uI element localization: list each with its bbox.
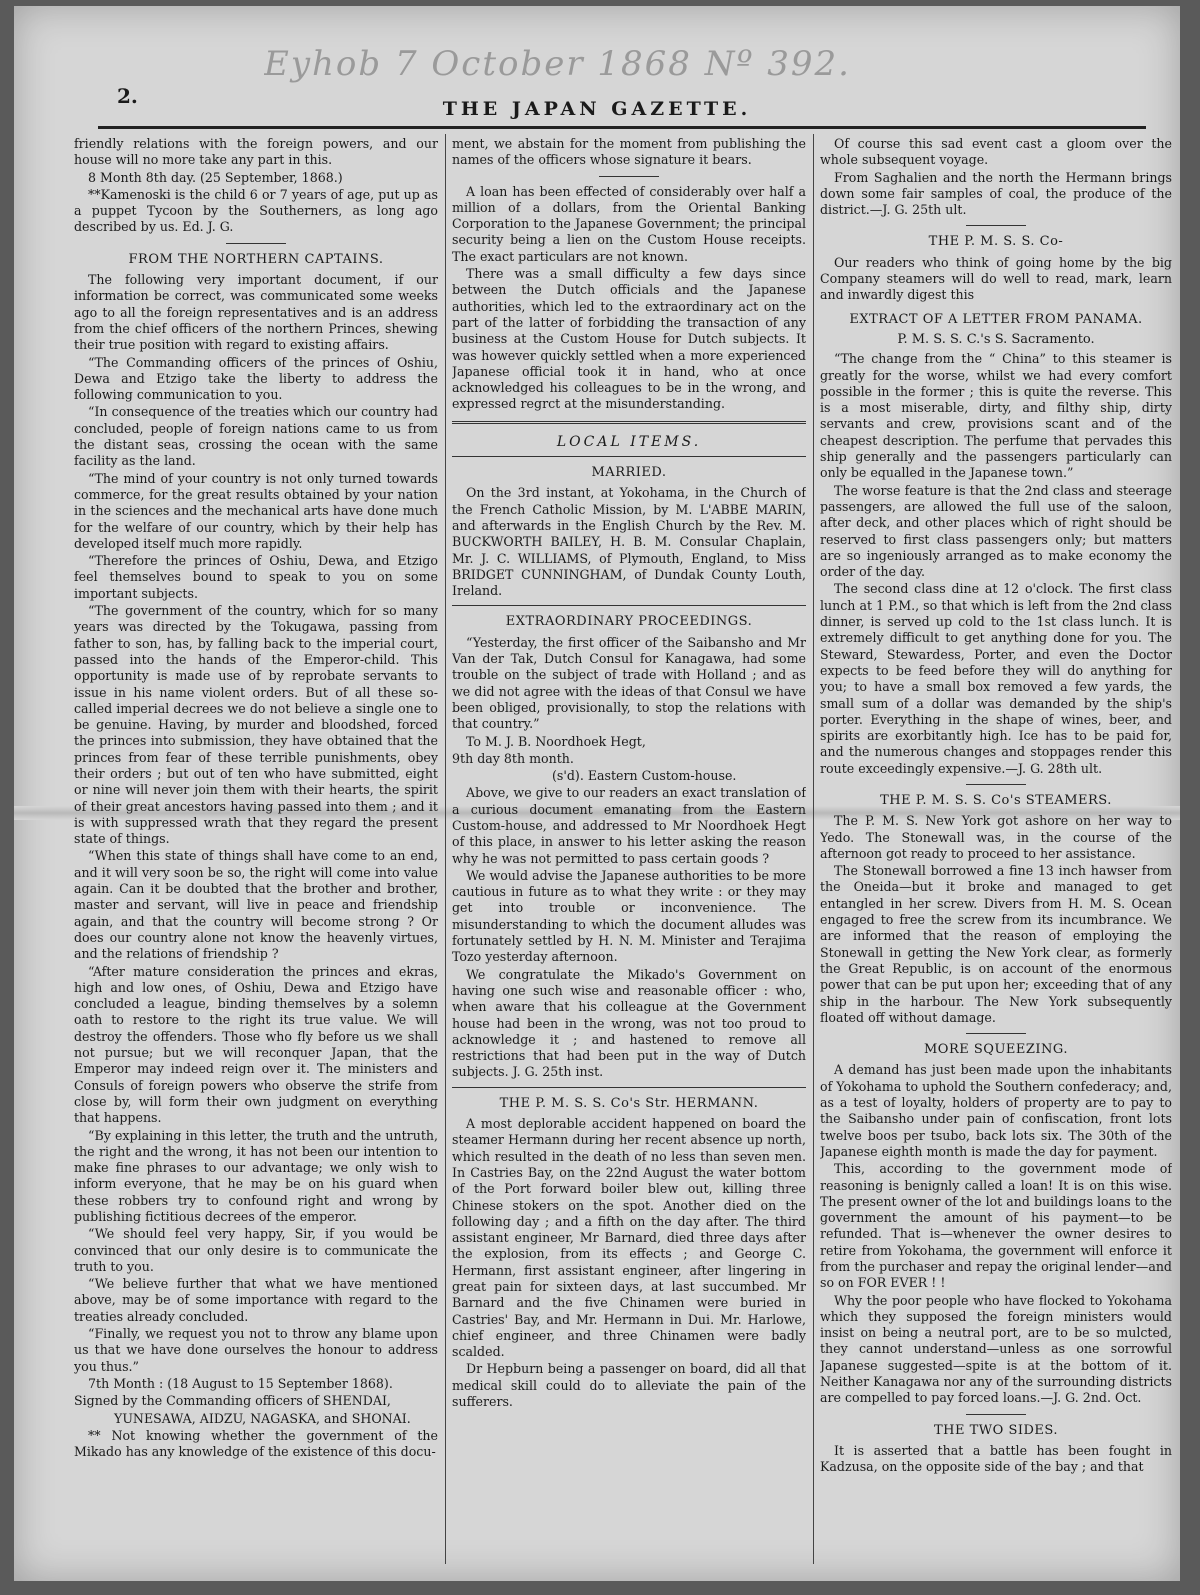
headline-pmss-co: THE P. M. S. S. Co- — [928, 234, 1064, 250]
paragraph: A demand has just been made upon the inhabitants of Yokohama to uphold the Southern confederacy; and, as a test of loyalty, holders of property are to pay to the Saibansho under pain of confiscation, front lots twelve boos per tsubo, back lots six. The 30th of the Japanese eighth month is made the day for payment. — [820, 1062, 1172, 1159]
paragraph: A most deplorable accident happened on board the steamer Hermann during her recent absence up north, which resulted in the death of no less than seven men. In Castries Bay, on the 22nd August the water bottom of the Port forward boiler blew out, killing three Chinese stokers on the spot. Another died on the following day ; and a fifth on the day after. The third assistant engineer, Mr Barnard, died three days after the explosion, from its effects ; and George C. Hermann, first assistant engineer, after lingering in great pain for sixteen days, at last succumbed. Mr Barnard and the five Chinamen were buried in Castries' Bay, and Mr. Hermann in Dui. Mr. Harlowe, chief engineer, and three Chinamen were badly scalded. — [452, 1116, 806, 1360]
address-line: To M. J. B. Noordhoek Hegt, — [466, 733, 646, 749]
paragraph: Of course this sad event cast a gloom over the whole subsequent voyage. — [820, 136, 1172, 168]
paragraph: The second class dine at 12 o'clock. The first class lunch at 1 P.M., so that which is left from the 2nd class dinner, is served up cold to the 1st class lunch. It is extremely difficult to get anything done for you. The Steward, Stewardess, Porter, and even the Doctor expects to be feed before they will do anything for you; to have a small box removed a few yards, the small sum of a dollar was demanded by the ship's porter. Everything in the shape of wines, beer, and spirits are exorbitantly high. Ice has to be paid for, and the numerous changes and stoppages render this route exceedingly expensive.—J. G. 28th ult. — [820, 581, 1172, 776]
paragraph: We would advise the Japanese authorities to be more cautious in future as to what they write : or they may get into trouble or inconvenience. The misunderstanding to which the document alludes was fortunately settled by H. N. M. Minister and Terajima Tozo yesterday afternoon. — [452, 867, 806, 965]
address-line: 9th day 8th month. — [452, 750, 574, 766]
section-rule — [599, 176, 659, 177]
subheadline-sacramento: P. M. S. S. C.'s S. Sacramento. — [897, 331, 1095, 347]
section-rule — [452, 456, 806, 457]
signature-line: (s'd). Eastern Custom-house. — [552, 768, 737, 784]
handwritten-annotation: Eyhob 7 October 1868 Nº 392. — [264, 44, 851, 84]
headline-pmss-steamers: THE P. M. S. S. Co's STEAMERS. — [880, 792, 1112, 808]
paragraph: “We believe further that what we have mentioned above, may be of some importance with regard to the treaties already concluded. — [74, 1276, 438, 1324]
section-rule — [452, 1087, 806, 1088]
section-rule — [966, 1033, 1026, 1034]
paragraph: 8 Month 8th day. (25 September, 1868.) — [88, 169, 343, 185]
headline-extract-panama: EXTRACT OF A LETTER FROM PANAMA. — [849, 311, 1143, 327]
paragraph: On the 3rd instant, at Yokohama, in the Church of the French Catholic Mission, by M. L'ABBE MARIN, and afterwards in the English Church by the Rev. M. BUCKWORTH BAILEY, H. B. M. Consular Chaplain, Mr. J. C. WILLIAMS, of Plymouth, England, to Miss BRIDGET CUNNINGHAM, of Dundak County Louth, Ireland. — [452, 485, 806, 599]
paragraph: “After mature consideration the princes and ekras, high and low ones, of Oshiu, Dewa and Etzigo have concluded a league, binding themselves by a solemn oath to restore to the right its true value. We will destroy the offenders. Those who fly before us we shall not pursue; but we will reconquer Japan, that the Emperor may indeed reign over it. The ministers and Consuls of foreign powers who observe the strife from close by, will form their own judgment on everything that happens. — [74, 963, 438, 1126]
paragraph: “The change from the “ China” to this steamer is greatly for the worse, whilst we had every comfort possible in the former ; this is quite the reverse. This is a most miserable, dirty, and filthy ship, dirty servants and crew, provisions scant and of the cheapest description. The perfume that pervades this ship generally and the passengers particularly can only be equalled in the Japanese town.” — [820, 351, 1172, 481]
section-rule — [966, 1414, 1026, 1415]
paragraph: There was a small difficulty a few days since between the Dutch officials and the Japanese authorities, which led to the extraordinary act on the part of the latter of forbidding the transaction of any business at the Custom House for Dutch subjects. It was however quickly settled when a more experienced Japanese official took it in hand, who at once acknowledged his colleagues to be in the wrong, and expressed regrct at the misunderstanding. — [452, 266, 806, 412]
paragraph: ment, we abstain for the moment from publishing the names of the officers whose signature it bears. — [452, 136, 806, 168]
column-divider-2 — [813, 134, 814, 1564]
paragraph: The P. M. S. New York got ashore on her way to Yedo. The Stonewall was, in the course of the afternoon got ready to proceed to her assistance. — [820, 813, 1172, 861]
page-number: 2. — [117, 84, 138, 108]
paragraph: The following very important document, if our information be correct, was communicated some weeks ago to all the foreign representatives and is an address from the chief officers of the northern Princes, shewing their true position with regard to existing affairs. — [74, 272, 438, 353]
newspaper-page — [14, 6, 1180, 1581]
masthead-title: THE JAPAN GAZETTE. — [442, 98, 752, 120]
paragraph: Dr Hepburn being a passenger on board, did all that medical skill could do to alleviate the pain of the sufferers. — [452, 1361, 806, 1410]
paragraph: A loan has been effected of considerably over half a million of a dollars, from the Oriental Banking Corporation to the Japanese Government; the principal security being a lien on the Custom House receipts. The exact particulars are not known. — [452, 183, 806, 264]
paragraph: The worse feature is that the 2nd class and steerage passengers, are allowed the full use of the saloon, after deck, and other places which of right should be reserved to first class passengers only; but matters are so ingeniously arranged as to make economy the order of the day. — [820, 482, 1172, 580]
headline-more-squeezing: MORE SQUEEZING. — [924, 1042, 1068, 1058]
headline-hermann: THE P. M. S. S. Co's Str. HERMANN. — [499, 1095, 759, 1111]
paragraph: “We should feel very happy, Sir, if you would be convinced that our only desire is to communicate the truth to you. — [74, 1226, 438, 1274]
paragraph: The Stonewall borrowed a fine 13 inch hawser from the Oneida—but it broke and managed to get entangled in her screw. Divers from H. M. S. Ocean engaged to free the screw from its incumbrance. We are informed that the reason of employing the Stonewall in getting the New York clear, as formerly the Great Republic, is on account of the enormous power that can be put upon her; exceeding that of any ship in the harbour. The New York subsequently floated off without damage. — [820, 863, 1172, 1025]
signature-line: YUNESAWA, AIDZU, NAGASKA, and SHONAI. — [114, 1410, 411, 1426]
editor-note: **Kamenoski is the child 6 or 7 years of age, put up as a puppet Tycoon by the Southerners, as long ago described by us. Ed. J. G. — [74, 186, 438, 235]
paragraph: friendly relations with the foreign powers, and our house will no more take any part in this. — [74, 136, 438, 168]
section-rule — [966, 225, 1026, 226]
paragraph: “In consequence of the treaties which our country had concluded, people of foreign nations came to us from the distant seas, crossing the ocean with the same facility as the land. — [74, 404, 438, 469]
headline-northern-captains: FROM THE NORTHERN CAPTAINS. — [128, 251, 384, 267]
paragraph: “Therefore the princes of Oshiu, Dewa, and Etzigo feel themselves bound to speak to you on some important subjects. — [74, 553, 438, 601]
paragraph: “The Commanding officers of the princes of Oshiu, Dewa and Etzigo take the liberty to address the following communication to you. — [74, 354, 438, 403]
headline-married: MARRIED. — [591, 465, 667, 481]
paragraph: “The government of the country, which for so many years was directed by the Tokugawa, passing from father to son, has, by falling back to the imperial court, passed into the hands of the Emperor-child. This opportunity is made use of by reprobate servants to issue in his name violent orders. But of all these so-called imperial decrees we do not believe a single one to be genuine. Having, by murder and bloodshed, forced the princes into submission, they have obtained that the princes from fear of these terrible punishments, obey their orders ; but out of ten who have submitted, eight or nine will never join them with their hearts, the spirit of their great ancestors having passed into them ; and it is with suppressed wrath that they regard the present state of things. — [74, 603, 438, 847]
paragraph: “The mind of your country is not only turned towards commerce, for the great results obtained by your nation in the sciences and the mechanical arts have done much for the welfare of our country, which by their help has developed itself much more rapidly. — [74, 470, 438, 551]
section-rule — [226, 243, 286, 244]
section-rule — [452, 421, 806, 426]
paragraph: “When this state of things shall have come to an end, and it will very soon be so, the right will come into value again. Can it be doubted that the brother and brother, master and servant, will live in peace and friendship again, and that the country will become strong ? Or does our country alone not know the heavenly virtues, and the relations of friendship ? — [74, 848, 438, 962]
paragraph: We congratulate the Mikado's Government on having one such wise and reasonable officer : who, when aware that his colleague at the Government house had been in the wrong, was not too proud to acknowledge it ; and hastened to remove all restrictions that had been put in the way of Dutch subjects. J. G. 25th inst. — [452, 966, 806, 1080]
column-1 — [74, 136, 438, 1566]
section-rule — [966, 784, 1026, 785]
signature-line: Signed by the Commanding officers of SHENDAI, — [74, 1393, 391, 1409]
column-2 — [452, 136, 806, 1566]
column-divider-1 — [445, 134, 446, 1564]
paragraph: “Finally, we request you not to throw any blame upon us that we have done ourselves the honour to address you thus.” — [74, 1326, 438, 1374]
column-3 — [820, 136, 1172, 1566]
headline-extraordinary-proceedings: EXTRAORDINARY PROCEEDINGS. — [505, 614, 753, 630]
date-line: 7th Month : (18 August to 15 September 1868). — [88, 1375, 393, 1391]
paragraph: From Saghalien and the north the Hermann brings down some fair samples of coal, the produce of the district.—J. G. 25th ult. — [820, 169, 1172, 218]
paragraph: ** Not knowing whether the government of the Mikado has any knowledge of the existence of this docu- — [74, 1427, 438, 1460]
paragraph: Above, we give to our readers an exact translation of a curious document emanating from the Eastern Custom-house, and addressed to Mr Noordhoek Hegt of this place, in answer to his letter asking the reason why he was not permitted to pass certain goods ? — [452, 785, 806, 866]
paragraph: “Yesterday, the first officer of the Saibansho and Mr Van der Tak, Dutch Consul for Kanagawa, had some trouble on the subject of trade with Holland ; and as we did not agree with the ideas of that Consul we have been obliged, provisionally, to stop the relations with that country.” — [452, 634, 806, 732]
paragraph: “By explaining in this letter, the truth and the untruth, the right and the wrong, it has not been our intention to make fine phrases to our advantage; we only wish to inform everyone, that he may be on his guard when these robbers try to confound right and wrong by publishing fictitious decrees of the emperor. — [74, 1127, 438, 1224]
paragraph: It is asserted that a battle has been fought in Kadzusa, on the opposite side of the bay ; and that — [820, 1442, 1172, 1475]
paragraph: This, according to the government mode of reasoning is benignly called a loan! It is on this wise. The present owner of the lot and buildings loans to the government the amount of his payment—to be refunded. That is—whenever the owner desires to retire from Yokohama, the government will enforce it from the purchaser and repay the original lender—and so on FOR EVER ! ! — [820, 1161, 1172, 1291]
paragraph: Our readers who think of going home by the big Company steamers will do well to read, mark, learn and inwardly digest this — [820, 254, 1172, 303]
paragraph: Why the poor people who have flocked to Yokohama which they supposed the foreign ministers would insist on being a neutral port, are to be so mulcted, they cannot understand—unless as one sorrowful Japanese suggested—spite is at the bottom of it. Neither Kanagawa nor any of the surrounding districts are compelled to pay forced loans.—J. G. 2nd. Oct. — [820, 1292, 1172, 1406]
section-rule — [452, 605, 806, 606]
headline-two-sides: THE TWO SIDES. — [934, 1422, 1058, 1438]
masthead-rule — [98, 126, 1146, 129]
headline-local-items: LOCAL ITEMS. — [556, 433, 702, 450]
